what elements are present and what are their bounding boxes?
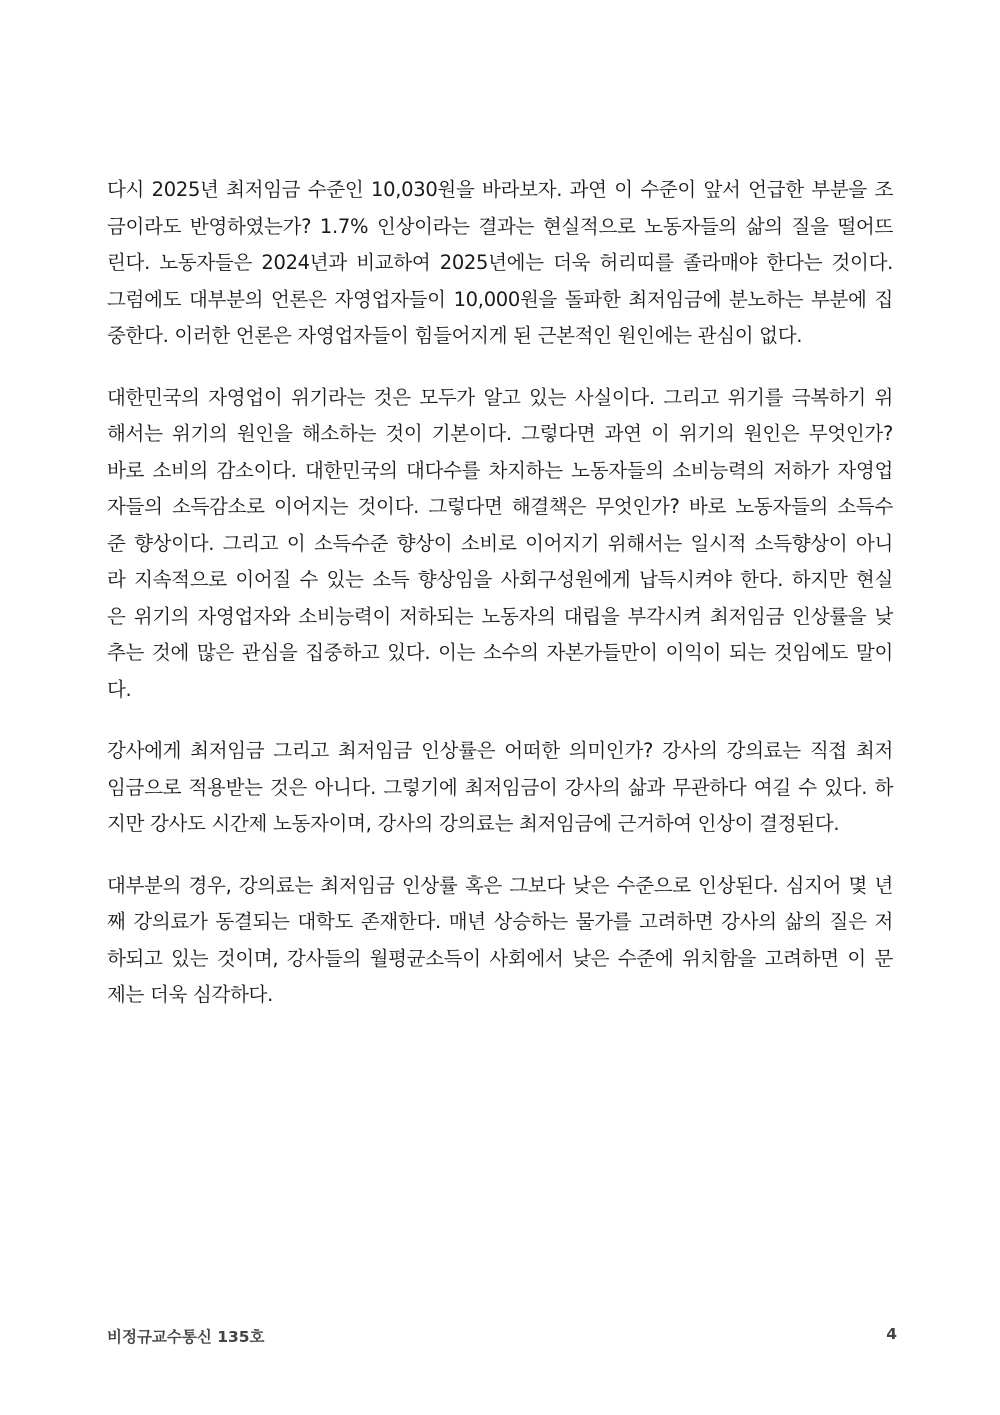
text-line: 추는 것에 많은 관심을 집중하고 있다. 이는 소수의 자본가들만이 이익이 되는 것임에도 말이 bbox=[107, 641, 893, 664]
text-line: 바로 소비의 감소이다. 대한민국의 대다수를 차지하는 노동자들의 소비능력의 저하가 자영업 bbox=[107, 458, 893, 482]
text-line: 금이라도 반영하였는가? 1.7% 인상이라는 결과는 현실적으로 노동자들의 삶의 질을 떨어뜨 bbox=[107, 214, 893, 238]
paragraph-4 bbox=[107, 868, 893, 1014]
text-line: 강사에게 최저임금 그리고 최저임금 인상률은 어떠한 의미인가? 강사의 강의료는 직접 최저 bbox=[107, 739, 893, 762]
text-line: 지만 강사도 시간제 노동자이며, 강사의 강의료는 최저임금에 근거하여 인상이 결정된다. bbox=[107, 812, 840, 835]
paragraph-2 bbox=[107, 380, 893, 709]
text-line: 준 향상이다. 그리고 이 소득수준 향상이 소비로 이어지기 위해서는 일시적 소득향상이 아니 bbox=[107, 531, 893, 555]
paragraph-1 bbox=[107, 172, 893, 355]
text-line: 째 강의료가 동결되는 대학도 존재한다. 매년 상승하는 물가를 고려하면 강사의 삶의 질은 저 bbox=[107, 910, 893, 933]
text-line: 대한민국의 자영업이 위기라는 것은 모두가 알고 있는 사실이다. 그리고 위기를 극복하기 위 bbox=[107, 385, 893, 409]
text-line: 다시 2025년 최저임금 수준인 10,030원을 바라보자. 과연 이 수준이 앞서 언급한 부분을 조 bbox=[107, 178, 893, 201]
text-line: 해서는 위기의 원인을 해소하는 것이 기본이다. 그렇다면 과연 이 위기의 원인은 무엇인가? bbox=[107, 422, 893, 445]
text-line: 대부분의 경우, 강의료는 최저임금 인상률 혹은 그보다 낮은 수준으로 인상된다. 심지어 몇 년 bbox=[107, 873, 893, 897]
text-line: 임금으로 적용받는 것은 아니다. 그렇기에 최저임금이 강사의 삶과 무관하다 여길 수 있다. 하 bbox=[107, 775, 893, 799]
text-line: 그럼에도 대부분의 언론은 자영업자들이 10,000원을 돌파한 최저임금에 분노하는 부분에 집 bbox=[107, 287, 893, 311]
paragraph-3 bbox=[107, 733, 893, 843]
text-line: 다. bbox=[107, 677, 132, 701]
publication-title: 비정규교수통신 135호 bbox=[107, 1328, 265, 1346]
text-line: 린다. 노동자들은 2024년과 비교하여 2025년에는 더욱 허리띠를 졸라매야 한다는 것이다. bbox=[107, 251, 893, 274]
article-body bbox=[107, 172, 893, 1039]
text-line: 라 지속적으로 이어질 수 있는 소득 향상임을 사회구성원에게 납득시켜야 한다. 하지만 현실 bbox=[107, 568, 893, 591]
text-line: 은 위기의 자영업자와 소비능력이 저하되는 노동자의 대립을 부각시켜 최저임금 인상률을 낮 bbox=[107, 604, 893, 628]
text-line: 자들의 소득감소로 이어지는 것이다. 그렇다면 해결책은 무엇인가? 바로 노동자들의 소득수 bbox=[107, 495, 893, 518]
page-number: 4 bbox=[886, 1325, 897, 1343]
text-line: 중한다. 이러한 언론은 자영업자들이 힘들어지게 된 근본적인 원인에는 관심이 없다. bbox=[107, 324, 803, 347]
text-line: 제는 더욱 심각하다. bbox=[107, 983, 273, 1006]
text-line: 하되고 있는 것이며, 강사들의 월평균소득이 사회에서 낮은 수준에 위치함을 고려하면 이 문 bbox=[107, 946, 893, 970]
